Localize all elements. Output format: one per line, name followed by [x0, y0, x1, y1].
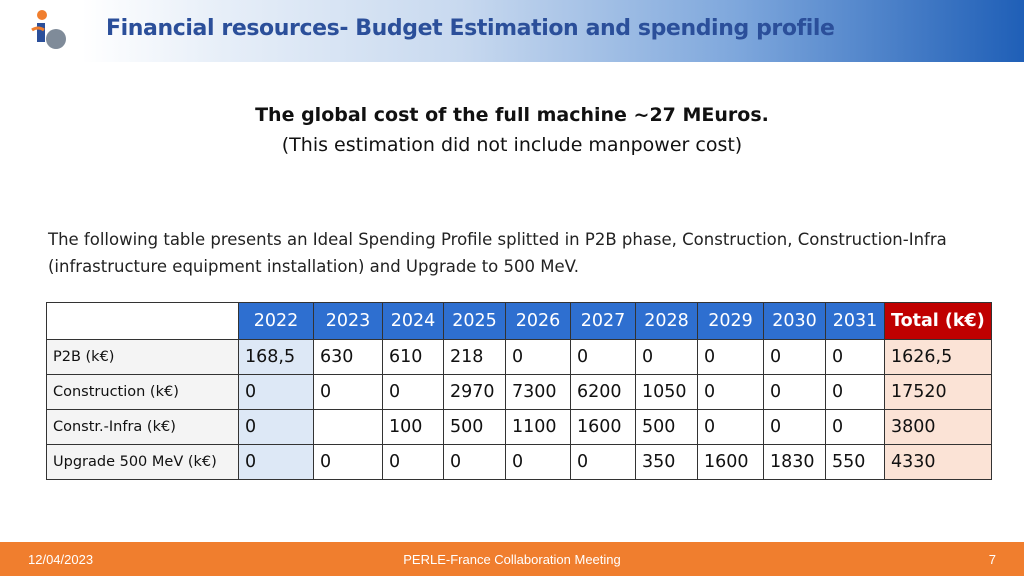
value-cell: 0	[383, 375, 444, 410]
value-cell: 0	[571, 445, 636, 480]
value-cell: 0	[383, 445, 444, 480]
value-cell: 0	[444, 445, 506, 480]
year-header-cell: 2022	[239, 303, 314, 340]
row-label-cell: P2B (k€)	[47, 340, 239, 375]
value-cell: 1830	[764, 445, 826, 480]
year-header-cell: 2024	[383, 303, 444, 340]
year-header-cell: 2025	[444, 303, 506, 340]
year-header-cell: 2029	[698, 303, 764, 340]
manpower-note-line: (This estimation did not include manpower cost)	[281, 134, 743, 156]
value-cell: 0	[826, 410, 885, 445]
value-cell: 6200	[571, 375, 636, 410]
year-header-cell: 2023	[314, 303, 383, 340]
row-label-cell: Construction (k€)	[47, 375, 239, 410]
value-cell: 610	[383, 340, 444, 375]
value-cell: 0	[506, 340, 571, 375]
value-cell: 500	[636, 410, 698, 445]
year-header-cell: 2031	[826, 303, 885, 340]
total-header-cell: Total (k€)	[885, 303, 992, 340]
value-cell: 7300	[506, 375, 571, 410]
slide-footer	[0, 542, 1024, 576]
year-header-cell: 2027	[571, 303, 636, 340]
table-row	[47, 375, 992, 410]
value-cell: 0	[698, 375, 764, 410]
value-cell: 2970	[444, 375, 506, 410]
value-cell: 0	[764, 410, 826, 445]
institution-logo-icon	[24, 6, 72, 54]
value-cell: 0	[314, 445, 383, 480]
value-cell: 500	[444, 410, 506, 445]
table-row	[47, 445, 992, 480]
value-cell: 0	[826, 375, 885, 410]
value-cell: 168,5	[239, 340, 314, 375]
spending-profile-table	[46, 302, 992, 480]
year-header-cell: 2028	[636, 303, 698, 340]
global-cost-statement	[0, 100, 1024, 160]
value-cell: 1600	[698, 445, 764, 480]
row-total-cell: 17520	[885, 375, 992, 410]
value-cell: 1100	[506, 410, 571, 445]
value-cell: 0	[764, 340, 826, 375]
value-cell: 0	[698, 340, 764, 375]
global-cost-line: The global cost of the full machine ~27 MEuros.	[255, 104, 769, 126]
value-cell: 0	[698, 410, 764, 445]
intro-paragraph: The following table presents an Ideal Spending Profile splitted in P2B phase, Construction, Construction-Infra (infrastructure equipment installation) and Upgrade to 500 MeV.	[48, 230, 947, 276]
value-cell: 0	[239, 375, 314, 410]
value-cell: 0	[506, 445, 571, 480]
page-number: 7	[988, 552, 996, 567]
value-cell: 0	[764, 375, 826, 410]
value-cell: 0	[571, 340, 636, 375]
value-cell: 0	[239, 445, 314, 480]
value-cell: 0	[636, 340, 698, 375]
table-header-row	[47, 303, 992, 340]
value-cell: 218	[444, 340, 506, 375]
footer-meeting-name: PERLE-France Collaboration Meeting	[403, 552, 621, 567]
value-cell: 0	[239, 410, 314, 445]
value-cell: 350	[636, 445, 698, 480]
row-total-cell: 3800	[885, 410, 992, 445]
row-label-cell: Upgrade 500 MeV (k€)	[47, 445, 239, 480]
row-label-cell: Constr.-Infra (k€)	[47, 410, 239, 445]
year-header-cell: 2026	[506, 303, 571, 340]
table-row	[47, 340, 992, 375]
table-corner-cell	[47, 303, 239, 340]
value-cell	[314, 410, 383, 445]
row-total-cell: 1626,5	[885, 340, 992, 375]
footer-date: 12/04/2023	[28, 552, 94, 567]
value-cell: 100	[383, 410, 444, 445]
value-cell: 1050	[636, 375, 698, 410]
value-cell: 1600	[571, 410, 636, 445]
value-cell: 0	[826, 340, 885, 375]
value-cell: 630	[314, 340, 383, 375]
year-header-cell: 2030	[764, 303, 826, 340]
row-total-cell: 4330	[885, 445, 992, 480]
slide-header	[0, 0, 1024, 62]
table-row	[47, 410, 992, 445]
value-cell: 0	[314, 375, 383, 410]
value-cell: 550	[826, 445, 885, 480]
slide-title: Financial resources- Budget Estimation and spending profile	[106, 16, 835, 41]
